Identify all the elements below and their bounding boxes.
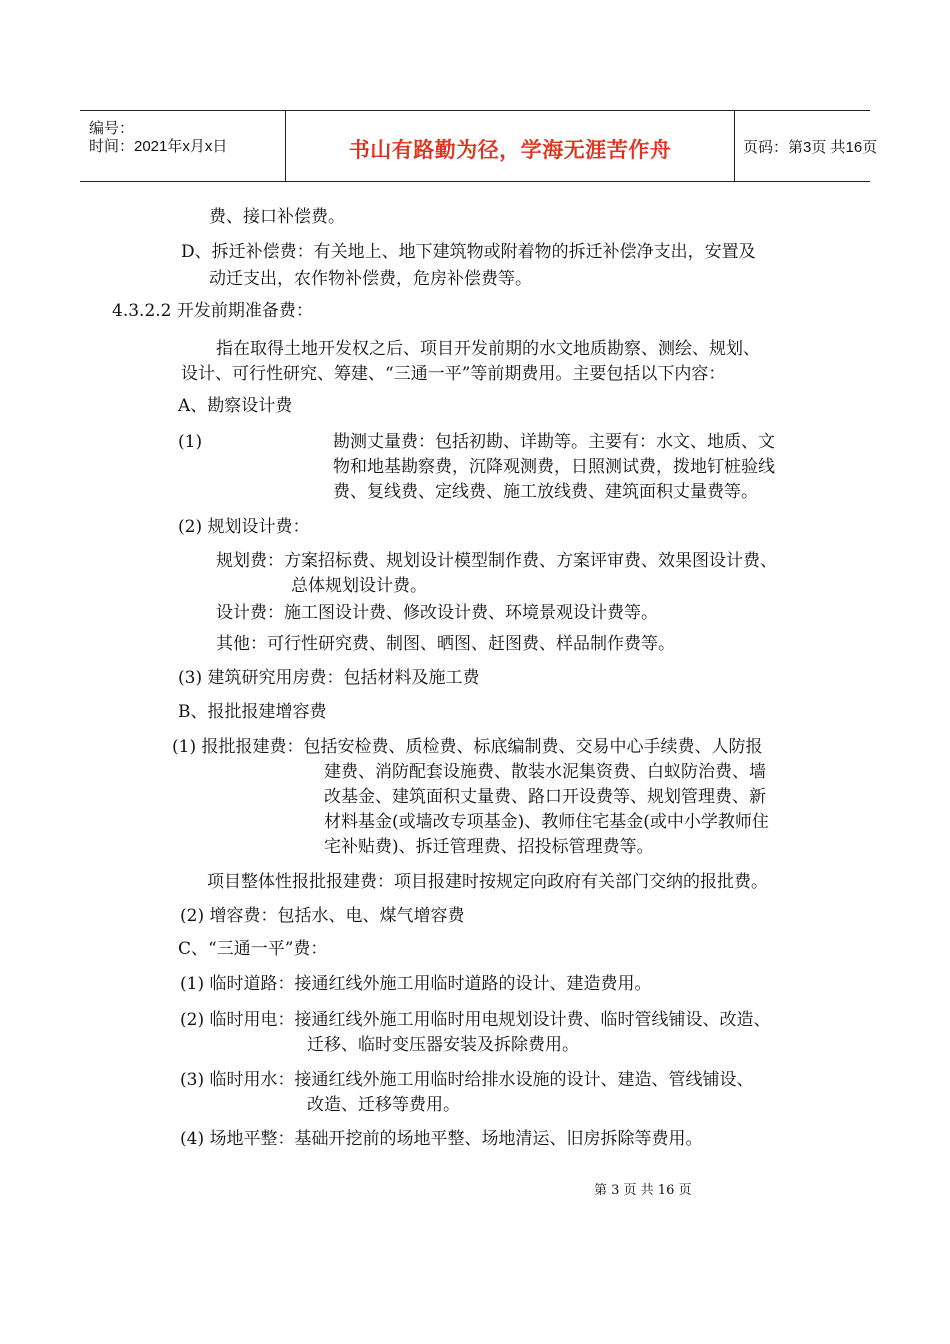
body-line: 设计、可行性研究、筹建、“三通一平”等前期费用。主要包括以下内容： (181, 364, 726, 384)
subsection-heading: B、报批报建增容费 (178, 702, 327, 722)
list-item: (1) 报批报建费：包括安检费、质检费、标底编制费、交易中心手续费、人防报 (172, 737, 763, 757)
body-line: 其他：可行性研究费、制图、晒图、赶图费、样品制作费等。 (216, 634, 675, 654)
list-item: (3) 临时用水：接通红线外施工用临时给排水设施的设计、建造、管线铺设、 (180, 1070, 754, 1090)
body-line: 改造、迁移等费用。 (307, 1095, 460, 1115)
body-line: 总体规划设计费。 (291, 576, 427, 596)
header-page-cell (734, 111, 878, 181)
doc-time-label: 时间：2021年x月x日 (89, 138, 228, 155)
body-line: 材料基金(或墙改专项基金)、教师住宅基金(或中小学教师住 (324, 812, 769, 832)
list-item: (4) 场地平整：基础开挖前的场地平整、场地清运、旧房拆除等费用。 (180, 1129, 703, 1149)
body-line: 规划费：方案招标费、规划设计模型制作费、方案评审费、效果图设计费、 (216, 551, 777, 571)
list-marker: (1) (178, 432, 203, 452)
body-line: 勘测丈量费：包括初勘、详勘等。主要有：水文、地质、文 (333, 432, 775, 452)
body-line: 建费、消防配套设施费、散装水泥集资费、白蚁防治费、墙 (324, 762, 766, 782)
body-line: 迁移、临时变压器安装及拆除费用。 (307, 1035, 579, 1055)
body-line: 项目整体性报批报建费：项目报建时按规定向政府有关部门交纳的报批费。 (207, 872, 768, 892)
subsection-heading: C、“三通一平”费： (178, 939, 328, 959)
body-line: D、拆迁补偿费：有关地上、地下建筑物或附着物的拆迁补偿净支出，安置及 (181, 242, 756, 262)
header-page-info: 页码：第3页 共16页 (743, 139, 878, 156)
body-line: 动迁支出，农作物补偿费，危房补偿费等。 (209, 269, 532, 289)
body-line: 物和地基勘察费，沉降观测费，日照测试费，拨地钉桩验线 (333, 457, 775, 477)
header-meta-cell (80, 111, 285, 181)
body-line: 费、接口补偿费。 (209, 207, 345, 227)
header-motto-cell (285, 111, 735, 181)
list-item: (1) 临时道路：接通红线外施工用临时道路的设计、建造费用。 (180, 974, 652, 994)
body-line: 设计费：施工图设计费、修改设计费、环境景观设计费等。 (216, 603, 658, 623)
list-item: (2) 增容费：包括水、电、煤气增容费 (180, 906, 465, 926)
section-heading: 4.3.2.2 开发前期准备费： (112, 301, 313, 321)
body-line: 费、复线费、定线费、施工放线费、建筑面积丈量费等。 (333, 482, 758, 502)
list-item: (3) 建筑研究用房费：包括材料及施工费 (178, 668, 480, 688)
header-motto: 书山有路勤为径，学海无涯苦作舟 (348, 139, 672, 162)
list-item: (2) 规划设计费： (178, 517, 310, 537)
subsection-heading: A、勘察设计费 (178, 396, 293, 416)
body-line: 指在取得土地开发权之后、项目开发前期的水文地质勘察、测绘、规划、 (216, 339, 760, 359)
list-item: (2) 临时用电：接通红线外施工用临时用电规划设计费、临时管线铺设、改造、 (180, 1010, 771, 1030)
body-line: 宅补贴费)、拆迁管理费、招投标管理费等。 (324, 837, 654, 857)
doc-number-label: 编号： (89, 120, 135, 137)
page-header (80, 110, 878, 182)
body-line: 改基金、建筑面积丈量费、路口开设费等、规划管理费、新 (324, 787, 766, 807)
page-footer: 第 3 页 共 16 页 (594, 1183, 692, 1198)
